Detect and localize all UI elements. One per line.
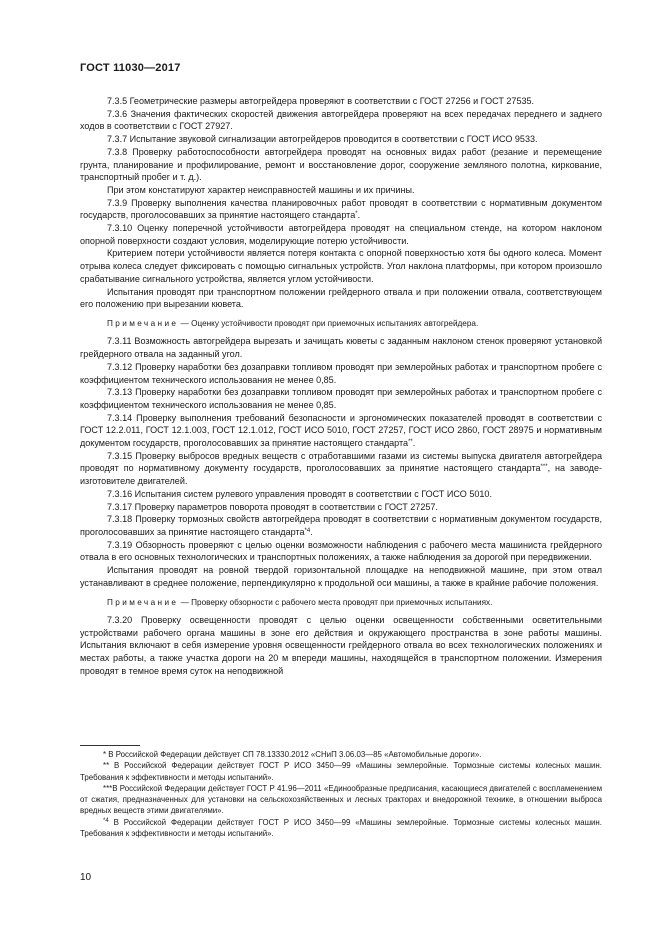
paragraph-7-3-16: 7.3.16 Испытания систем рулевого управления проводят в соответствии с ГОСТ ИСО 5010. — [107, 488, 492, 499]
footnote-ref: ** — [408, 439, 413, 446]
note-label: Примечание — [107, 597, 179, 607]
paragraph-7-3-10: 7.3.10 Оценку поперечной устойчивости автогрейдера проводят на специальном стенде, на котором наклоном опорной поверхности создают условия, моделирующие потерю устойчивости. — [80, 223, 602, 246]
footnote-text: В Российской Федерации действует ГОСТ Р 41.96—2011 «Единообразные предписания, касающиеся двигателей с воспламенением от сжатия, предназначенных для установки на сельскохозяйственных и лесных тракторах и внедорожной технике, в отношении выброса вредных веществ этими двигателями». — [80, 783, 602, 816]
paragraph-7-3-14 — [80, 412, 602, 450]
paragraph-stability-tests: Испытания проводят при транспортном положении грейдерного отвала и при положении отвала, соответствующем его положению при вырезании кювета. — [80, 286, 602, 310]
footnote-2 — [80, 760, 602, 783]
paragraph-7-3-6: 7.3.6 Значения фактических скоростей движения автогрейдера проверяют на всех передачах переднего и заднего ходов в соответствии с ГОСТ 27927. — [80, 108, 602, 132]
paragraph-7-3-13: 7.3.13 Проверку наработки без дозаправки топливом проводят при землеройных работах и транспортном пробеге с коэффициентом технического использования не менее 0,85. — [80, 387, 602, 410]
paragraph-7-3-18 — [80, 513, 602, 538]
paragraph-7-3-9 — [80, 197, 602, 222]
document-header: ГОСТ 11030—2017 — [80, 62, 181, 74]
paragraph-stability-criterion: Критерием потери устойчивости является потеря контакта с опорной поверхностью хотя бы одного колеса. Момент отрыва колеса следует фиксировать с помощью сигнальных устройств. Угол наклона платформы, при котором произошло срабатывание сигнального устройства, является углом устойчивости. — [80, 248, 602, 284]
footnote-mark: ** — [103, 761, 110, 771]
footnote-3 — [80, 783, 602, 817]
paragraph-7-3-20: 7.3.20 Проверку освещенности проводят с целью оценки освещенности собственными осветительными устройствами рабочего органа машины в зоне его действия и окружающего пространства в зоне работы машины. Испытания включают в себя измерение уровня освещенности грейдерного отвала во всех технологических положениях и местах работы, а также участка дороги на 20 м впереди машины, находящейся в транспортном положении. Измерения проводят в темное время суток на неподвижной — [80, 615, 602, 676]
footnote-divider — [80, 745, 140, 746]
paragraph-7-3-15 — [80, 450, 602, 488]
footnote-4 — [80, 817, 602, 840]
paragraph-7-3-11: 7.3.11 Возможность автогрейдера вырезать и зачищать кюветы с заданным наклоном стенок проверяют установкой грейдерного отвала на заданный угол. — [80, 336, 602, 360]
paragraph-7-3-17: 7.3.17 Проверку параметров поворота проводят в соответствии с ГОСТ 27257. — [107, 501, 438, 512]
paragraph-7-3-19: 7.3.19 Обзорность проверяют с целью оценки возможности наблюдения с рабочего места машиниста грейдерного отвала в его основных технологических и транспортных положениях, а также наблюдения за дорогой при передвижении. — [80, 539, 602, 563]
paragraph-text: 7.3.15 Проверку выбросов вредных веществ с отработавшими газами из системы выпуска двигателя автогрейдера проводят по нормативному документу государств, проголосовавших за принятие настоящего стандарта — [80, 450, 602, 474]
paragraph-visibility-tests: Испытания проводят на ровной твердой горизонтальной площадке на неподвижной машине, при этом отвал устанавливают в среднее положение, перпендикулярно к продольной оси машины, а также в крайние рабочие положения. — [80, 565, 602, 588]
footnote-mark: * — [103, 750, 107, 759]
footnote-ref: * — [355, 211, 358, 218]
main-text — [80, 95, 602, 678]
footnotes — [80, 749, 602, 839]
footnote-ref: *4 — [304, 528, 311, 534]
paragraph-7-3-8: 7.3.8 Проверку работоспособности автогрейдера проводят на основных видах работ (резание и перемещение грунта, планирование и профилирование, ремонт и восстановление дорог, сооружение земляного полотна, киркование, транспортный пробег и т. д.). — [80, 146, 602, 183]
paragraph-7-3-5: 7.3.5 Геометрические размеры автогрейдера проверяют в соответствии с ГОСТ 27256 и ГОСТ 27535. — [107, 96, 535, 106]
paragraph-text: 7.3.14 Проверку выполнения требований безопасности и эргономических показателей проводят в соответствии с ГОСТ 12.2.011, ГОСТ 12.1.003, ГОСТ 12.1.012, ГОСТ ИСО 5010, ГОСТ 27257, ГОСТ ИСО 2860, ГОСТ 28975 и нормативным документом государств, проголосовавших за принятие настоящего стандарта — [80, 412, 602, 449]
paragraph-text: . — [357, 210, 361, 221]
footnote-ref: *** — [540, 464, 548, 471]
note-label: Примечание — [107, 318, 179, 328]
footnote-mark: *** — [103, 783, 113, 793]
footnote-mark: *4 — [103, 817, 109, 824]
paragraph-text: . — [310, 527, 313, 537]
note-stability — [80, 318, 602, 330]
paragraph-faults: При этом констатируют характер неисправностей машины и их причины. — [107, 184, 415, 195]
paragraph-7-3-12: 7.3.12 Проверку наработки без дозаправки топливом проводят при землеройных работах и транспортном пробеге с коэффициентом технического использования не менее 0,85. — [80, 361, 602, 385]
paragraph-text: 7.3.9 Проверку выполнения качества планировочных работ проводят в соответствии с нормативным документом государств, проголосовавших за принятие настоящего стандарта — [80, 197, 602, 221]
footnote-text: В Российской Федерации действует ГОСТ Р ИСО 3450—99 «Машины землеройные. Тормозные системы колесных машин. Требования к эффективности и методы испытаний». — [80, 761, 602, 782]
footnote-text: В Российской Федерации действует СП 78.13330.2012 «СНиП 3.06.03—85 «Автомобильные дороги». — [106, 750, 482, 759]
note-visibility — [80, 597, 602, 609]
footnote-1 — [80, 749, 602, 760]
paragraph-text: . — [412, 438, 416, 449]
paragraph-text: , на заводе-изготовителе двигателей. — [80, 463, 602, 487]
page-number: 10 — [80, 872, 92, 883]
note-text: — Проверку обзорности с рабочего места проводят при приемочных испытаниях. — [178, 597, 493, 607]
note-text: — Оценку устойчивости проводят при приемочных испытаниях автогрейдера. — [178, 318, 479, 328]
footnote-text: В Российской Федерации действует ГОСТ Р ИСО 3450—99 «Машины землеройные. Тормозные системы колесных машин. Требования к эффективности и методы испытаний». — [80, 817, 602, 839]
paragraph-7-3-7: 7.3.7 Испытание звуковой сигнализации автогрейдеров проводится в соответствии с ГОСТ ИСО 9533. — [107, 134, 538, 145]
paragraph-text: 7.3.18 Проверку тормозных свойств автогрейдера проводят в соответствии с нормативным документом государств, проголосовавших за принятие настоящего стандарта — [80, 514, 602, 537]
